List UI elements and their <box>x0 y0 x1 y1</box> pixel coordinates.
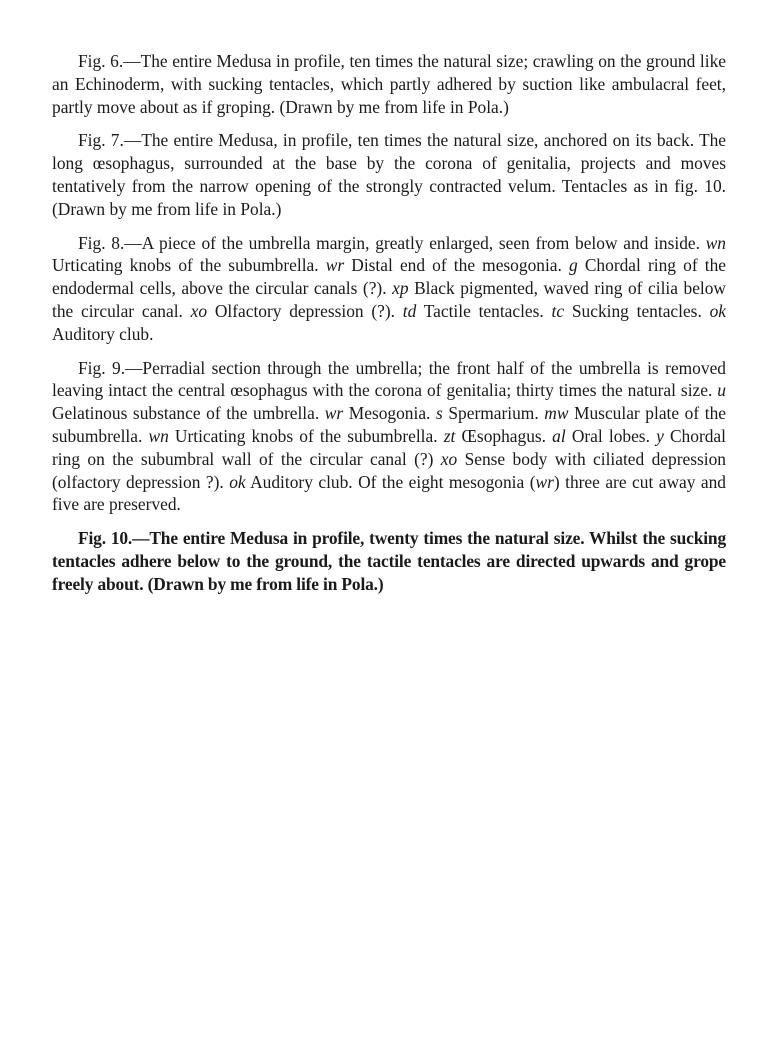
caption-text: ) three are cut away and five are preserved. <box>52 471 726 515</box>
caption-fig-7 <box>52 129 726 220</box>
caption-text: Auditory club. <box>52 323 154 344</box>
caption-text: Sense body with ciliated depression (olfactory depression ?). <box>52 448 726 492</box>
caption-fig-10 <box>52 527 726 595</box>
reference-letter: wr <box>535 471 554 492</box>
reference-letter: xo <box>440 448 458 469</box>
reference-letter: al <box>552 425 566 446</box>
caption-text: Sucking tentacles. <box>564 300 710 321</box>
reference-letter: ok <box>229 471 246 492</box>
caption-text: Auditory club. Of the eight mesogonia ( <box>245 471 536 492</box>
caption-text: Olfactory depression (?). <box>207 300 403 321</box>
document-page <box>52 50 726 607</box>
reference-letter: wr <box>324 403 344 424</box>
caption-text: Black pigmented, waved ring of cilia below the circular canal. <box>52 278 726 321</box>
caption-text: Gelatinous substance of the umbrella. <box>52 403 325 424</box>
caption-text: Urticating knobs of the subumbrella. <box>52 255 326 276</box>
reference-letter: td <box>402 300 417 321</box>
reference-letter: wr <box>325 255 345 276</box>
caption-text: Fig. 8.—A piece of the umbrella margin, greatly enlarged, seen from below and inside. <box>78 232 706 253</box>
reference-letter: ok <box>709 300 726 321</box>
caption-text: Chordal ring on the subumbral wall of the circular canal (?) <box>52 425 726 469</box>
reference-letter: tc <box>551 300 565 321</box>
reference-letter: mw <box>544 403 569 424</box>
caption-fig-6 <box>52 50 726 118</box>
reference-letter: u <box>717 380 726 401</box>
caption-text: Fig. 10.—The entire Medusa in profile, twenty times the natural size. Whilst the sucking tentacles adhere below to the ground, the tactile tentacles are directed upwards and grope freely about. (Drawn by me from life in Pola.) <box>52 528 726 594</box>
caption-text: Spermarium. <box>442 403 545 424</box>
caption-text: Urticating knobs of the subumbrella. <box>168 425 444 446</box>
reference-letter: xo <box>190 300 208 321</box>
reference-letter: s <box>435 403 443 424</box>
reference-letter: wn <box>705 232 726 253</box>
caption-text: Fig. 9.—Perradial section through the umbrella; the front half of the umbrella is removed leaving intact the central œsophagus with the corona of genitalia; thirty times the natural size. <box>52 357 726 401</box>
reference-letter: y <box>656 425 664 446</box>
reference-letter: wn <box>148 425 169 446</box>
caption-text: Mesogonia. <box>343 403 436 424</box>
caption-text: Muscular plate of the subumbrella. <box>52 403 727 446</box>
caption-text: Tactile tentacles. <box>416 300 552 321</box>
caption-text: Chordal ring of the endodermal cells, above the circular canals (?). <box>52 255 726 299</box>
caption-fig-9 <box>52 357 726 517</box>
caption-fig-8 <box>52 232 726 346</box>
caption-text: Fig. 6.—The entire Medusa in profile, ten times the natural size; crawling on the ground like an Echinoderm, with sucking tentacles, which partly adhered by suction like ambulacral feet, partly move about as if groping. (Drawn by me from life in Pola.) <box>52 51 726 117</box>
reference-letter: g <box>569 255 578 276</box>
caption-text: Fig. 7.—The entire Medusa, in profile, ten times the natural size, anchored on its back. The long œsophagus, surrounded at the base by the corona of genitalia, projects and moves tentatively from the narrow opening of the strongly contracted velum. Tentacles as in fig. 10. (Drawn by me from life in Pola.) <box>52 130 726 219</box>
reference-letter: xp <box>392 278 409 299</box>
caption-text: Distal end of the mesogonia. <box>344 255 569 276</box>
caption-text: Œsophagus. <box>455 425 553 446</box>
caption-text: Oral lobes. <box>565 425 657 446</box>
reference-letter: zt <box>443 425 456 446</box>
